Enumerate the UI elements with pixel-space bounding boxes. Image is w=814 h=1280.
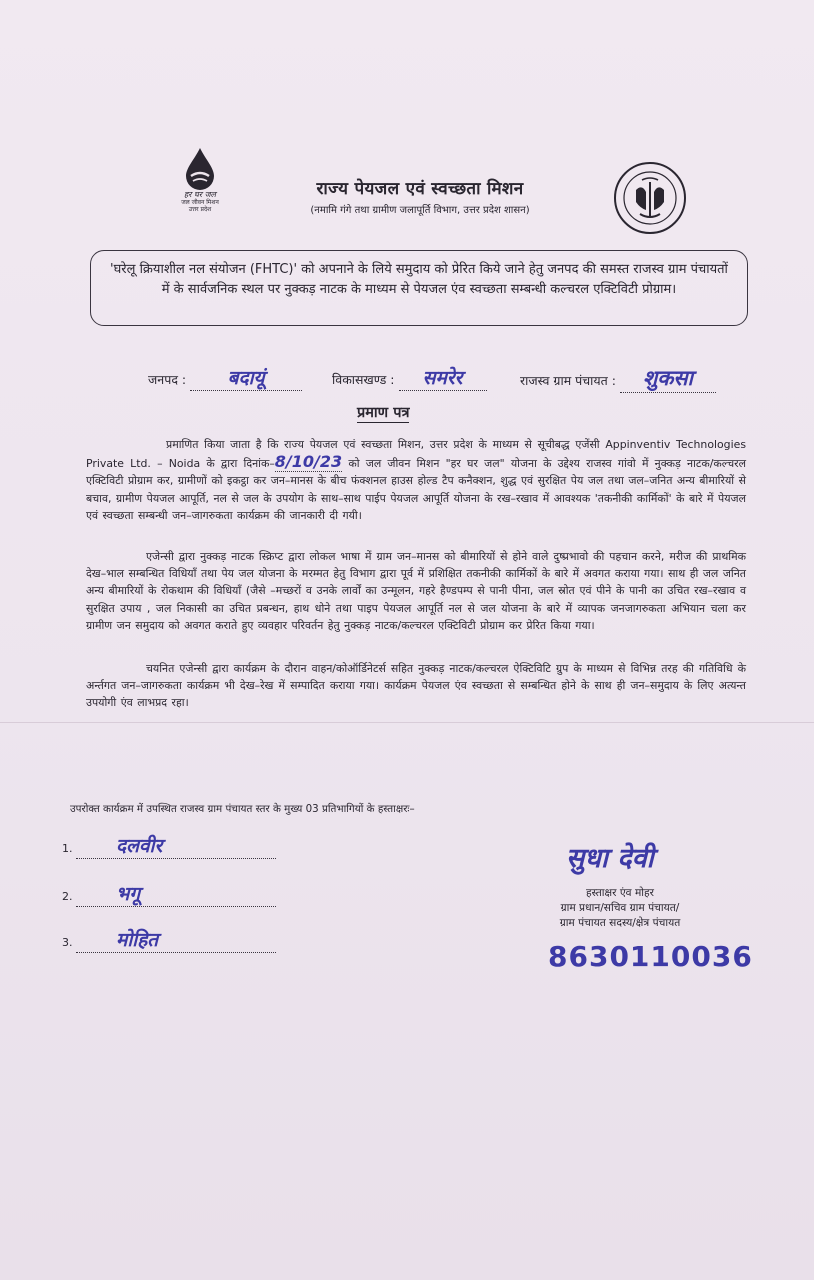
attendee-sign: मोहित — [116, 929, 159, 951]
district-field — [148, 364, 302, 391]
attendee-number: 2. — [62, 890, 73, 903]
paragraph-1-part-a: प्रमाणित किया जाता है कि राज्य पेयजल एवं स्वच्छता मिशन, उत्तर प्रदेश के माध्यम से सूचीबद्ध एजेंसी Appinventiv Technologies Private Ltd. – Noida के द्वारा दिनांक– — [86, 438, 746, 471]
attendee-sign: भगू — [116, 883, 141, 905]
block-label: विकासखण्ड : — [332, 372, 395, 387]
attendee-signature-3 — [62, 926, 276, 953]
har-ghar-jal-logo — [162, 146, 238, 213]
block-field — [332, 364, 487, 391]
panchayat-value: शुकसा — [642, 366, 693, 390]
district-label: जनपद : — [148, 372, 187, 387]
logo-left-line1: हर घर जल — [184, 190, 216, 199]
program-date: 8/10/23 — [274, 452, 343, 472]
signature-label-3: ग्राम पंचायत सदस्य/क्षेत्र पंचायत — [559, 917, 681, 929]
attendees-intro: उपरोक्त कार्यक्रम में उपस्थित राजस्व ग्राम पंचायत स्तर के मुख्य 03 प्रतिभागियों के हस्ताक्षरः– — [70, 803, 415, 815]
attendee-number: 3. — [62, 936, 73, 949]
signature-label-1: हस्ताक्षर एंव मोहर — [586, 887, 654, 899]
page-title: राज्य पेयजल एवं स्वच्छता मिशन — [316, 179, 524, 199]
paragraph-3 — [86, 660, 746, 712]
program-banner — [90, 250, 748, 326]
district-value: बदायूं — [227, 367, 265, 389]
panchayat-label: राजस्व ग्राम पंचायत : — [520, 373, 616, 388]
signature-block — [520, 886, 720, 931]
signature-label-2: ग्राम प्रधान/सचिव ग्राम पंचायत/ — [560, 902, 680, 914]
attendee-signature-2 — [62, 880, 276, 907]
attendee-sign: दलवीर — [116, 835, 163, 857]
paper-fold-line — [0, 722, 814, 723]
attendee-signature-1 — [62, 832, 276, 859]
page-subtitle: (नमामि गंगे तथा ग्रामीण जलापूर्ति विभाग, उत्तर प्रदेश शासन) — [310, 205, 530, 216]
banner-text: 'घरेलू क्रियाशील नल संयोजन (FHTC)' को अपनाने के लिये समुदाय को प्रेरित किये जाने हेतु जनपद की समस्त राजस्व ग्राम पंचायतों में के सार्वजनिक स्थल पर नुक्कड़ नाटक के माध्यम से पेयजल एंव स्वच्छता सम्बन्धी कल्चरल एक्टिविटी प्रोग्राम। — [110, 262, 728, 297]
block-value: समरेर — [422, 367, 463, 389]
paragraph-2 — [86, 548, 746, 634]
logo-left-line3: उत्तर प्रदेश — [188, 206, 212, 213]
pradhan-signature: सुधा देवी — [566, 843, 654, 874]
paragraph-3-text: चयनित एजेन्सी द्वारा कार्यक्रम के दौरान वाहन/कोऑर्डिनेटर्स सहित नुक्कड़ नाटक/कल्चरल ऐक्टिविटि ग्रुप के माध्यम से विभिन्न तरह की गतिविधि के अर्न्तगत जन–जागरुकता कार्यक्रम भी देख–रेख में सम्पादित कराया गया। कार्यक्रम पेयजल एंव स्वच्छता से सम्बन्धित होने के साथ ही जन–समुदाय के लिए अत्यन्त उपयोगी एंव लाभप्रद रहा। — [86, 662, 746, 710]
water-drop-icon — [180, 146, 220, 190]
paragraph-1-part-b: को जल जीवन मिशन "हर घर जल" योजना के उद्देश्य राजस्व गांवो में नुक्कड़ नाटक/कल्चरल एक्टिविटी प्रोग्राम कर, ग्रामीणों को इकट्ठा कर जन–मानस के बीच फंक्शनल हाउस होल्ड टैप कनैक्शन, शुद्ध एवं सुरक्षित पेय जल तथा जल–जनित अन्य बीमारियों से बचाव, ग्रामीण पेयजल आपूर्ति, नल से जल के उपयोग के साथ–साथ पाईप पेयजल आपूर्ति योजना के रख–रखाव में आवश्यक 'तकनीकी कार्मिकों' के बारे में पेयजल एवं स्वच्छता सम्बन्धी जन–जागरुकता कार्यक्रम की जानकारी दी गयी। — [86, 457, 746, 522]
paragraph-1 — [86, 436, 746, 524]
logo-left-line2: जल जीवन मिशन — [181, 199, 219, 206]
phone-number: 8630110036 — [548, 940, 753, 973]
certificate-title: प्रमाण पत्र — [357, 402, 409, 423]
up-government-emblem-icon — [612, 160, 688, 236]
paragraph-2-text: एजेन्सी द्वारा नुक्कड़ नाटक स्क्रिप्ट द्वारा लोकल भाषा में ग्राम जन–मानस को बीमारियों से होने वाले दुष्प्रभावो की पहचान करने, मरीज की प्राथमिक देख–भाल सम्बन्धित विधियाँ तथा पेय जल योजना के मरम्मत हेतु विभाग द्वारा पूर्व में प्रशिक्षित तकनीकी कार्मिकों के बारे में अवगत कराया गया। साथ ही जल जनित अन्य बीमारियों के रोकथाम की विधियाँ (जैसे –मच्छरों व उनके लार्वों का उन्मूलन, गहरे हैण्डपम्प से पानी पीना, जल स्रोत एवं पीने के पानी का उचित रख–रखाव व सुरक्षित उपाय , जल निकासी का उचित प्रबन्धन, हाथ धोने तथा पाइप पेयजल आपूर्ति नल से जल योजना के बारे में व्यापक जनजागरुकता अभियान चला कर ग्रामीण जन समुदाय को अवगत कराते हुए व्यवहार परिवर्तन हेतु नुक्कड़ नाटक/कल्चरल एक्टिविटी प्रोग्राम कर प्रेरित किया गया। — [86, 550, 746, 632]
panchayat-field — [520, 364, 716, 393]
attendee-number: 1. — [62, 842, 73, 855]
